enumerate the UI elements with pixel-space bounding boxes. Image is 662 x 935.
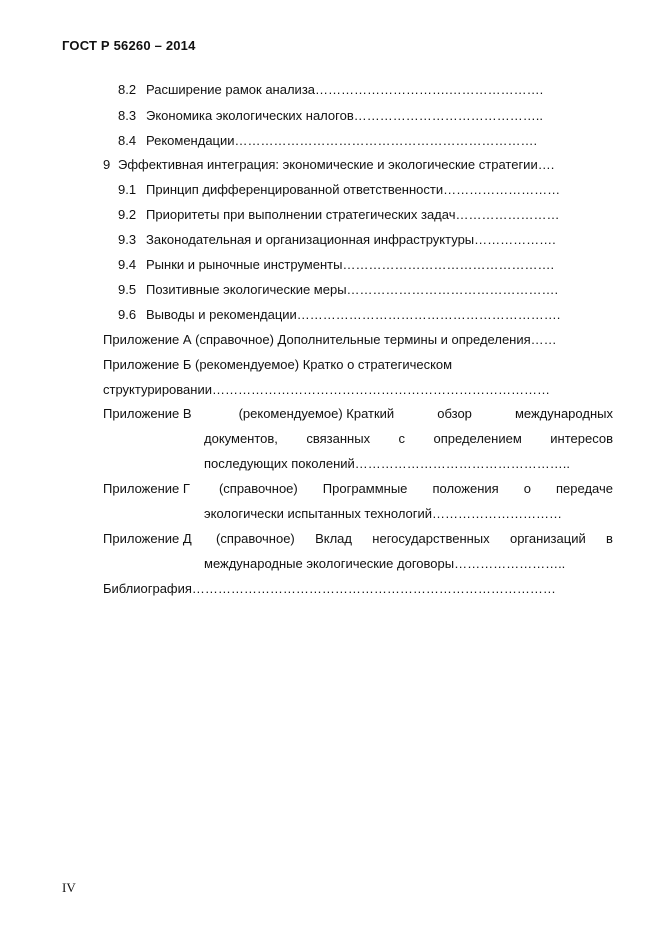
toc-item-9-1[interactable] — [118, 182, 560, 198]
toc-title: Библиография………………………………………………………………………… — [103, 581, 556, 596]
document-header: ГОСТ Р 56260 – 2014 — [62, 38, 196, 53]
toc-title-line-1: Приложение Б (рекомендуемое) Кратко о стратегическом — [103, 357, 453, 372]
toc-title: Выводы и рекомендации……………………………………………………. — [146, 307, 561, 322]
page-number: IV — [62, 880, 76, 895]
toc-item-8-2[interactable] — [118, 82, 543, 98]
toc-title: Позитивные экологические меры…………………………………………. — [146, 282, 559, 297]
toc-appendix-label: Приложение В — [103, 406, 192, 421]
toc-word: документов, — [204, 431, 278, 446]
toc-word: (справочное) — [215, 531, 295, 546]
toc-title: Экономика экологических налогов…………………………………….. — [146, 108, 543, 123]
toc-number: 9.6 — [118, 307, 137, 322]
toc-word: положения — [432, 481, 499, 496]
toc-word: (справочное) — [218, 481, 298, 496]
toc-word: с — [398, 431, 406, 446]
toc-appendix-g[interactable] — [103, 481, 613, 497]
toc-appendix-g-line-2[interactable] — [204, 506, 562, 522]
toc-word: в — [606, 531, 613, 546]
toc-word: связанных — [306, 431, 371, 446]
toc-title: Законодательная и организационная инфраструктуры………………. — [146, 232, 556, 247]
toc-word: интересов — [550, 431, 613, 446]
toc-title: Принцип дифференцированной ответственности……………………… — [146, 182, 561, 197]
toc-appendix-label: Приложение Г — [103, 481, 190, 496]
toc-word: обзор — [437, 406, 472, 421]
toc-item-9-4[interactable] — [118, 257, 554, 273]
toc-title-line-3: последующих поколений………………………………………….. — [204, 456, 570, 471]
toc-appendix-d[interactable] — [103, 531, 613, 547]
toc-number: 8.2 — [118, 82, 137, 97]
toc-appendix-b-continued[interactable] — [103, 382, 550, 398]
toc-word: о — [523, 481, 531, 496]
toc-appendix-v[interactable] — [103, 406, 613, 422]
toc-appendix-v-line-2[interactable] — [204, 431, 613, 447]
toc-appendix-label: Приложение Д — [103, 531, 192, 546]
toc-word: международных — [514, 406, 613, 421]
toc-word: передаче — [556, 481, 613, 496]
toc-title: Рекомендации……………………………………………………………. — [146, 133, 538, 148]
toc-number: 9.4 — [118, 257, 137, 272]
toc-number: 9 — [103, 157, 111, 172]
toc-number: 9.5 — [118, 282, 137, 297]
toc-appendix-v-line-3[interactable] — [204, 456, 570, 472]
toc-title: Приложение А (справочное) Дополнительные термины и определения…… — [103, 332, 557, 347]
toc-title: Приоритеты при выполнении стратегических задач…………………… — [146, 207, 560, 222]
toc-title-line-2: международные экологические договоры…………………….. — [204, 556, 566, 571]
toc-title: Расширение рамок анализа………………………….…………………. — [146, 82, 544, 97]
toc-bibliography[interactable] — [103, 581, 556, 597]
toc-appendix-d-line-2[interactable] — [204, 556, 565, 572]
toc-item-8-3[interactable] — [118, 108, 543, 124]
toc-item-8-4[interactable] — [118, 133, 537, 149]
toc-word: негосударственных — [372, 531, 490, 546]
toc-appendix-b[interactable] — [103, 357, 452, 373]
toc-number: 9.1 — [118, 182, 137, 197]
toc-item-9[interactable] — [103, 157, 554, 173]
toc-word: определением — [433, 431, 522, 446]
toc-number: 9.3 — [118, 232, 137, 247]
toc-title: Рынки и рыночные инструменты…………………………………………. — [146, 257, 555, 272]
toc-number: 9.2 — [118, 207, 137, 222]
toc-word: Программные — [322, 481, 408, 496]
toc-title-line-2: экологически испытанных технологий………………………… — [204, 506, 563, 521]
toc-appendix-a[interactable] — [103, 332, 557, 348]
toc-item-9-6[interactable] — [118, 307, 560, 323]
toc-number: 8.3 — [118, 108, 137, 123]
toc-number: 8.4 — [118, 133, 137, 148]
toc-word: (рекомендуемое) Краткий — [238, 406, 395, 421]
toc-title: Эффективная интеграция: экономические и экологические стратегии…. — [118, 157, 555, 172]
toc-word: организаций — [509, 531, 586, 546]
toc-item-9-5[interactable] — [118, 282, 558, 298]
toc-word: Вклад — [315, 531, 352, 546]
toc-title-line-2: структурировании…………………………………………………………………… — [103, 382, 550, 397]
toc-item-9-3[interactable] — [118, 232, 556, 248]
toc-item-9-2[interactable] — [118, 207, 560, 223]
